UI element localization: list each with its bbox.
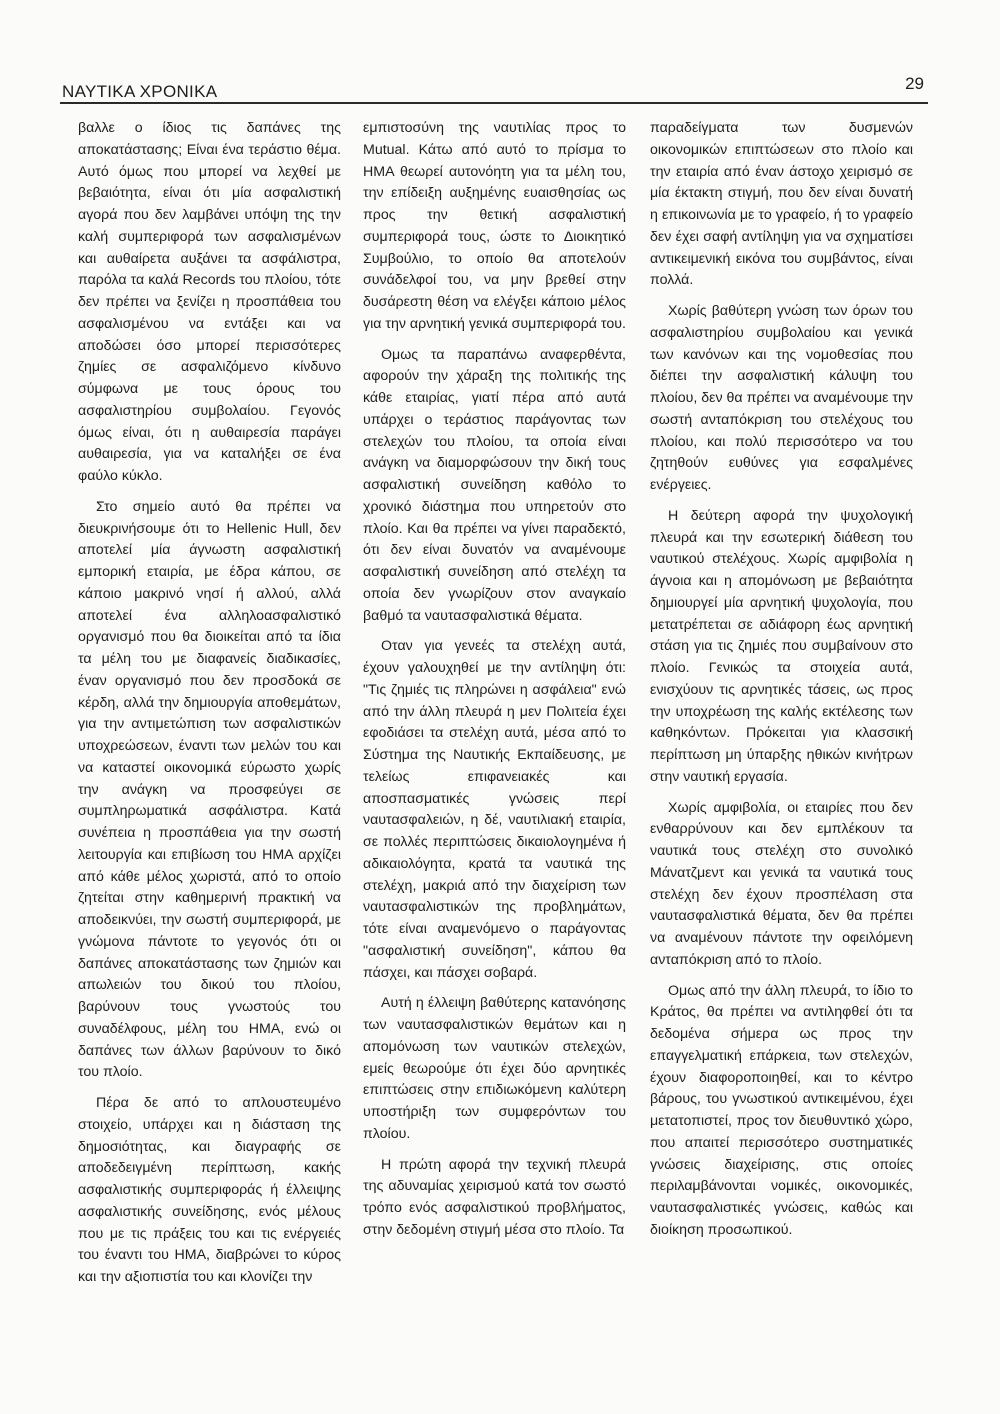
page-number: 29 xyxy=(905,74,924,93)
paragraph: Αυτή η έλλειψη βαθύτερης κατανόησης των ναυτασφαλιστικών θεμάτων και η απομόνωση των ναυτικών στελεχών, εμείς θεωρούμε ότι έχει δύο αρνητικές επιπτώσεις στην επιδιωκόμενη καλύτερη υποστήριξη των συμφερόντων του πλοίου. xyxy=(363,995,626,1142)
paragraph: Η πρώτη αφορά την τεχνική πλευρά της αδυναμίας χειρισμού κατά τον σωστό τρόπο ενός ασφαλιστικού προβλήματος, στην δεδομένη στιγμή μέσα στο πλοίο. Τα xyxy=(363,1156,626,1238)
paragraph: Στο σημείο αυτό θα πρέπει να διευκρινήσουμε ότι το Hellenic Hull, δεν αποτελεί μία άγνωστη ασφαλιστική εμπορική εταιρία, με έδρα κάπου, σε κάποιο μακρινό νησί ή αλλού, αλλά αποτελεί ένα αλληλοασφαλιστικό οργανισμό που θα διοικείται από τα ίδια τα μέλη του με διαφανείς διαδικασίες, έναν οργανισμό που δεν προσδοκά σε κέρδη, αλλά την δημιουργία αποθεμάτων, για την αντιμετώπιση των ασφαλιστικών υποχρεώσεων, έναντι των μελών του και να καταστεί οικονομικά εύρωστο χωρίς την ανάγκη να προσφεύγει σε συμπληρωματικά ασφάλιστρα. Κατά συνέπεια η προσπάθεια για την σωστή λειτουργία και επιβίωση του ΗΜΑ αρχίζει από κάθε μέλος χωριστά, από το οποίο ζητείται στην καθημερινή πρακτική να αποδεικνύει, την σωστή συμπεριφορά, με γνώμονα πάντοτε το γεγονός ότι οι δαπάνες αποκατάστασης των ζημιών και απωλειών του δικού του πλοίου, βαρύνουν τους γνωστούς του συναδέλφους, μέλη του ΗΜΑ, ενώ οι δαπάνες των άλλων βαρύνουν το δικό του πλοίο. xyxy=(78,498,341,1081)
paragraph: παραδείγματα των δυσμενών οικονομικών επιπτώσεων στο πλοίο και την εταιρία από έναν άστοχο χειρισμό σε μία έκτακτη στιγμή, που δεν είναι δυνατή η επικοινωνία με το γραφείο, ή το γραφείο δεν έχει σαφή αντίληψη για να σχηματίσει αντικειμενική εικόνα του συμβάντος, είναι πολλά. xyxy=(650,120,913,289)
paragraph: Πέρα δε από το απλουστευμένο στοιχείο, υπάρχει και η διάσταση της δημοσιότητας, και διαγραφής σε αποδεδειγμένη περίπτωση, κακής ασφαλιστικής συμπεριφοράς ή έλλειψης ασφαλιστικής συνείδησης, ενός μέλους που με τις πράξεις του και τις ενέργειές του έναντι του ΗΜΑ, διαβρώνει το κύρος και την αξιοπιστία του και κλονίζει την xyxy=(78,1095,341,1285)
publication-title: ΝΑΥΤΙΚΑ ΧΡΟΝΙΚΑ xyxy=(62,82,218,101)
page-header xyxy=(60,72,928,104)
paragraph: εμπιστοσύνη της ναυτιλίας προς το Mutual. Κάτω από αυτό το πρίσμα το ΗΜΑ θεωρεί αυτονόητη για τα μέλη του, την επίδειξη αυξημένης ευαισθησίας ως προς την θετική ασφαλιστική συμπεριφορά τους, ώστε το Διοικητικό Συμβούλιο, το οποίο θα αποτελούν συνάδελφοί του, να μην βρεθεί στην δυσάρεστη θέση να ελέγξει κάποιο μέλος για την αρνητική γενικά συμπεριφορά του. xyxy=(363,120,626,332)
paragraph: βαλλε ο ίδιος τις δαπάνες της αποκατάστασης; Είναι ένα τεράστιο θέμα. Αυτό όμως που μπορεί να λεχθεί με βεβαιότητα, είναι ότι μία ασφαλιστική αγορά που δεν λαμβάνει υπόψη της την καλή συμπεριφορά των ασφαλισμένων και αυθαίρετα αυξάνει τα ασφάλιστρα, παρόλα τα καλά Records του πλοίου, τότε δεν πρέπει να ξενίζει η προσπάθεια του ασφαλισμένου να εντάξει και να αποδώσει όσο μπορεί περισσότερες ζημίες σε ασφαλιζόμενο κίνδυνο σύμφωνα με τους όρους του ασφαλιστηρίου συμβολαίου. Γεγονός όμως είναι, ότι η αυθαιρεσία παράγει αυθαιρεσία, για να καταλήξει σε ένα φαύλο κύκλο. xyxy=(78,120,341,484)
paragraph: Χωρίς βαθύτερη γνώση των όρων του ασφαλιστηρίου συμβολαίου και γενικά των κανόνων και της νομοθεσίας που διέπει την ασφαλιστική κάλυψη του πλοίου, δεν θα πρέπει να αναμένουμε την σωστή ανταπόκριση του στελέχους του πλοίου, και πολύ περισσότερο να του ζητηθούν ευθύνες για εσφαλμένες ενέργειες. xyxy=(650,303,913,493)
paragraph: Η δεύτερη αφορά την ψυχολογική πλευρά και την εσωτερική διάθεση του ναυτικού στελέχους. Χωρίς αμφιβολία η άγνοια και η απομόνωση με βεβαιότητα δημιουργεί μία αρνητική ψυχολογία, που μετατρέπεται σε αδιάφορη έως αρνητική στάση για τις ζημιές που συμβαίνουν στο πλοίο. Γενικώς τα στοιχεία αυτά, ενισχύουν τις αρνητικές τάσεις, ως προς την υποχρέωση της καλής εκτέλεσης των καθηκόντων. Πρόκειται για κλασσική περίπτωση μη ύπαρξης ηθικών κινήτρων στην ναυτική εργασία. xyxy=(650,507,913,785)
column-1 xyxy=(78,118,341,1298)
paragraph: Χωρίς αμφιβολία, οι εταιρίες που δεν ενθαρρύνουν και δεν εμπλέκουν τα ναυτικά τους στελέχη στο συνολικό Μάνατζμεντ και γενικά τα ναυτικά τους στελέχη δεν έχουν προσπέλαση στα ναυτασφαλιστικά θέματα, δεν θα πρέπει να αναμένουν πάντοτε την οφειλόμενη ανταπόκριση από το πλοίο. xyxy=(650,799,913,968)
paragraph: Ομως από την άλλη πλευρά, το ίδιο το Κράτος, θα πρέπει να αντιληφθεί ότι τα δεδομένα σήμερα ως προς την επαγγελματική επάρκεια, των στελεχών, έχουν διαφοροποιηθεί, και το κέντρο βάρους, του γνωστικού αντικειμένου, έχει μετατοπιστεί, προς τον διευθυντικό χώρο, που απαιτεί περισσότερο συστηματικές γνώσεις διαχείρισης, στις οποίες περιλαμβάνονται νομικές, οικονομικές, ναυτασφαλιστικές γνώσεις, καθώς και διοίκηση προσωπικού. xyxy=(650,982,913,1238)
column-2 xyxy=(363,118,626,1251)
paragraph: Ομως τα παραπάνω αναφερθέντα, αφορούν την χάραξη της πολιτικής της κάθε εταιρίας, γιατί πέρα από αυτά υπάρχει ο τεράστιος παράγοντας των στελεχών του πλοίου, τα οποία είναι ανάγκη να διαμορφώσουν την δική τους ασφαλιστική συνείδηση καθόλο το χρονικό διάστημα που υπηρετούν στο πλοίο. Και θα πρέπει να γίνει παραδεκτό, ότι δεν είναι δυνατόν να αναμένουμε ασφαλιστική συνείδηση από στελέχη τα οποία δεν γνωρίζουν στον αναγκαίο βαθμό τα ναυτασφαλιστικά θέματα. xyxy=(363,346,626,624)
column-3 xyxy=(650,118,913,1251)
paragraph: Οταν για γενεές τα στελέχη αυτά, έχουν γαλουχηθεί με την αντίληψη ότι: "Τις ζημιές τις πληρώνει η ασφάλεια" ενώ από την άλλη πλευρά η μεν Πολιτεία έχει εφοδιάσει τα στελέχη αυτά, μέσα από το Σύστημα της Ναυτικής Εκπαίδευσης, με τελείως επιφανειακές και αποσπασματικές γνώσεις περί ναυτασφαλειών, η δέ, ναυτιλιακή εταιρία, σε πολλές περιπτώσεις δικαιολογημένα ή αδικαιολόγητα, κρατά τα ναυτικά της στελέχη, μακριά από την διαχείριση των ναυτασφαλιστικών της προβλημάτων, τότε είναι αναμενόμενο ο παράγοντας "ασφαλιστική συνείδηση", κάπου θα πάσχει, και πάσχει σοβαρά. xyxy=(363,638,626,981)
article-body xyxy=(78,118,928,1408)
